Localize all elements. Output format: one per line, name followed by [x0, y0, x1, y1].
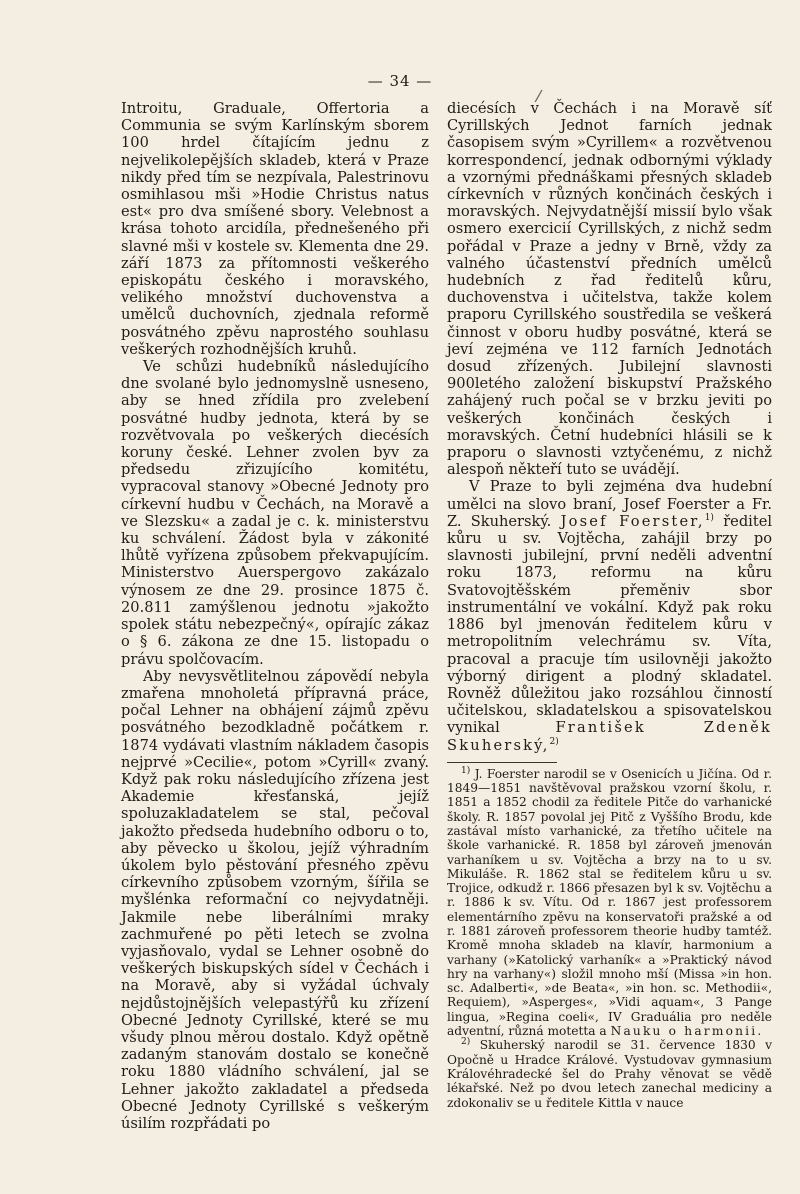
text-run: V Praze to byli zejména dva hudební umělci na slovo braní, Josef Foerster a Fr. Z. Skuherský. [447, 478, 772, 530]
footnote-label: 2) [461, 1037, 471, 1048]
footnote-text: J. Foerster narodil se v Osenicích u Jičína. Od r. 1849—1851 navštěvoval pražskou vzorní školu, r. 1851 a 1852 chodil za ředitele Pitče do varhanické školy. R. 1857 povolal jej Pitč z Vyššího Brodu, kde zastával místo varhanické, za třetího učitele na škole varhanické. R. 1858 byl zároveň jmenován varhaníkem u sv. Vojtěcha a brzy na to u sv. Mikuláše. R. 1862 stal se ředitelem kůru u sv. Trojice, odkudž r. 1866 přesazen byl k sv. Vojtěchu a r. 1886 k sv. Vítu. Od r. 1867 jest professorem elementárního zpěvu na konservatoři pražské a od r. 1881 zároveň professorem theorie hudby tamtéž. Kromě mnoha skladeb na klavír, harmonium a varhany (»Katolický varhaník« a »Praktický návod hry na varhany«) složil mnoho mší (Missa »in hon. sc. Adalberti«, »de Beata«, »in hon. sc. Methodii«, Requiem), »Asperges«, »Vidi aquam«, 3 Pange lingua, »Regina coeli«, IV Graduália pro neděle adventní, různá motetta a [447, 766, 773, 1039]
left-column [121, 100, 429, 1132]
paragraph: diecésích v Čechách i na Moravě síť Cyrillských Jednot farních jednak časopisem svým »Cyrillem« a rozvětvenou korrespondencí, jednak odbornými výklady a vzornými přednáškami přesných skladeb církevních v různých končinách českých i moravských. Nejvydatnější missií bylo však osmero exercicií Cyrillských, z nichž sedm pořádal v Praze a jedny v Brně, vždy za valného účastenství předních umělců hudebních z řad ředitelů kůru, duchovenstva i učitelstva, takže kolem praporu Cyrillského soustředila se veškerá činnost v oboru hudby posvátné, která se jeví zejména ve 112 farních Jednotách dosud zřízených. Jubilejní slavnosti 900letého založení biskupství Pražského zahájený ruch počal se v brzku jeviti po veškerých končinách českých i moravských. Četní hudebníci hlásili se k praporu o slavnosti vztyčenému, z nichž alespoň někteří tuto se uvádějí. [447, 100, 772, 479]
name-spaced: František Zdeněk Skuherský, [447, 719, 772, 754]
page-number: — 34 — [367, 72, 433, 90]
right-column [447, 100, 772, 1110]
pencil-mark: / [534, 85, 544, 106]
name-spaced: Josef Foerster, [560, 512, 705, 530]
footnotes [447, 767, 772, 1110]
footnote-text: Skuherský narodil se 31. července 1830 v Opočně u Hradce Králové. Vystudovav gymnasium Královéhradecké šel do Prahy věnovat se vědě lékařské. Než po dvou letech zanechal mediciny a zdokonaliv se u ředitele Kittla v nauce [447, 1038, 772, 1110]
text-run: ředitel kůru u sv. Vojtěcha, zahájil brzy po slavnosti jubilejní, první neděli adventní roku 1873, reformu na kůru Svatovojtěšském přeměniv sbor instrumentální ve vokální. Když pak roku 1886 byl jmenován ředitelem kůru v metropolitním velechrámu sv. Víta, pracoval a pracuje tím usilovněji jakožto výborný dirigent a plodný skladatel. Rovněž důležitou jako rozsáhlou činností učitelskou, skladatelskou a spisovatelskou vynikal [447, 512, 772, 737]
paragraph: Introitu, Graduale, Offertoria a Communia se svým Karlínským sborem 100 hrdel čítajícím jednu z nejvelikolepějších skladeb, která v Praze nikdy před tím se nezpívala, Palestrinovu osmihlasou mši »Hodie Christus natus est« pro dva smíšené sbory. Velebnost a krása tohoto arcidíla, přednešeného při slavné mši v kostele sv. Klementa dne 29. září 1873 za přítomnosti veškerého episkopátu českého i moravského, velikého množství duchovenstva a umělců duchovních, zjednala reformě posvátného zpěvu naprostého souhlasu veškerých rozhodnějších kruhů. [121, 100, 429, 358]
footnote-ref: 2) [549, 736, 559, 747]
footnote-ref: 1) [704, 513, 714, 524]
footnote [447, 1038, 772, 1109]
footnote-spaced: Nauku o harmonii. [610, 1024, 764, 1039]
paragraph [447, 478, 772, 753]
paragraph: Ve schůzi hudebníků následujícího dne svolané bylo jednomyslně usneseno, aby se hned zřídila pro zvelebení posvátné hudby jednota, která by se rozvětvovala po veškerých diecésích koruny české. Lehner zvolen byv za předsedu zřizujícího komitétu, vypracoval stanovy »Obecné Jednoty pro církevní hudbu v Čechách, na Moravě a ve Slezsku« a zadal je c. k. ministerstvu ku schválení. Žádost byla v zákonité lhůtě vyřízena způsobem překvapujícím. Ministerstvo Auerspergovo zakázalo výnosem ze dne 29. prosince 1875 č. 20.811 zamýšlenou jednotu »jakožto spolek státu nebezpečný«, opírajíc zákaz o § 6. zákona ze dne 15. listopadu o právu spolčovacím. [121, 358, 429, 668]
footnote [447, 767, 772, 1039]
footnote-label: 1) [461, 765, 471, 776]
paragraph: Aby nevysvětlitelnou zápovědí nebyla zmařena mnoholetá přípravná práce, počal Lehner na obhájení zájmů zpěvu posvátného bezodkladně počátkem r. 1874 vydávati vlastním nákladem časopis nejprvé »Cecilie«, potom »Cyrill« zvaný. Když pak roku následujícího zřízena jest Akademie křesťanská, jejíž spoluzakladatelem se stal, pečoval jakožto předseda hudebního odboru o to, aby pěvecko u školou, jejíž výhradním úkolem bylo pěstování přesného zpěvu církevního způsobem vzorným, šířila se myšlénka reformační co nejvydatněji. Jakmile nebe liberálními mraky zachmuřené po pěti letech se zvolna vyjasňovalo, vydal se Lehner osobně do veškerých biskupských sídel v Čechách i na Moravě, aby si vyžádal úchvaly nejdůstojnějších velepastýřů ku zřízení Obecné Jednoty Cyrillské, které se mu všudy plnou měrou dostalo. Když opětně zadaným stanovám dostalo se konečně roku 1880 vládního schválení, jal se Lehner jakožto zakladatel a předseda Obecné Jednoty Cyrillské s veškerým úsilím rozpřádati po [121, 667, 429, 1132]
